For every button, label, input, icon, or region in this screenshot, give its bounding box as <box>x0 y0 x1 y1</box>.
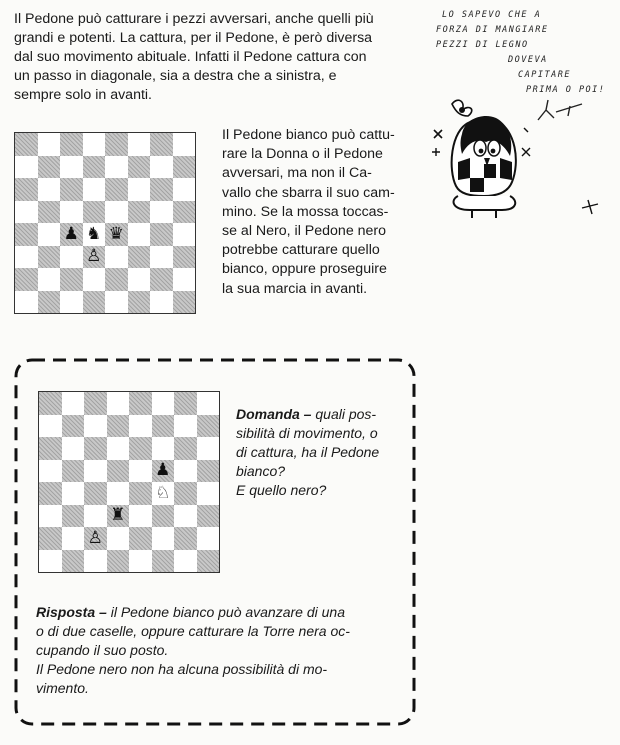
board-square-h5 <box>173 201 196 224</box>
board-square-h1 <box>197 550 220 573</box>
board-square-a5 <box>39 460 62 483</box>
comic-caption-line: PEZZI DI LEGNO <box>436 40 529 50</box>
board-square-e7 <box>129 415 152 438</box>
pawn-capture-explanation <box>222 126 422 299</box>
board-square-h3 <box>197 505 220 528</box>
board-square-g7 <box>150 156 173 179</box>
board-square-g2 <box>174 527 197 550</box>
board-square-b2 <box>62 527 85 550</box>
board-square-b4 <box>38 223 61 246</box>
board-square-e8 <box>105 133 128 156</box>
board-square-d1 <box>83 291 106 314</box>
comic-caption-line: LO SAPEVO CHE A <box>442 10 542 20</box>
quiz-question <box>236 405 416 500</box>
white-pawn-piece: ♙ <box>87 527 103 548</box>
board-square-c4 <box>60 223 83 246</box>
board-square-b3 <box>62 505 85 528</box>
white-knight-piece: ♘ <box>155 482 171 503</box>
board-square-c5 <box>84 460 107 483</box>
board-square-b8 <box>38 133 61 156</box>
board-square-g7 <box>174 415 197 438</box>
board-square-a2 <box>39 527 62 550</box>
comic-caption-line: FORZA DI MANGIARE <box>436 25 549 35</box>
board-square-d4 <box>83 223 106 246</box>
explanation-line: bianco, oppure proseguire <box>222 261 387 278</box>
board-square-e3 <box>105 246 128 269</box>
board-square-b3 <box>38 246 61 269</box>
board-square-a7 <box>15 156 38 179</box>
board-square-c1 <box>60 291 83 314</box>
board-square-b7 <box>62 415 85 438</box>
board-square-f8 <box>128 133 151 156</box>
board-square-d2 <box>107 527 130 550</box>
board-square-g1 <box>150 291 173 314</box>
board-square-a5 <box>15 201 38 224</box>
board-square-d7 <box>107 415 130 438</box>
board-square-f6 <box>128 178 151 201</box>
board-square-c8 <box>84 392 107 415</box>
board-square-e1 <box>105 291 128 314</box>
board-square-f1 <box>128 291 151 314</box>
board-square-e7 <box>105 156 128 179</box>
board-square-g1 <box>174 550 197 573</box>
board-square-h5 <box>197 460 220 483</box>
board-square-d1 <box>107 550 130 573</box>
board-square-d6 <box>107 437 130 460</box>
answer-line: Il Pedone nero non ha alcuna possibilità di mo- <box>36 661 328 677</box>
board-square-b6 <box>38 178 61 201</box>
board-square-c3 <box>60 246 83 269</box>
board-square-b6 <box>62 437 85 460</box>
board-square-b2 <box>38 268 61 291</box>
question-text: quali pos- <box>315 406 377 422</box>
intro-line: dal suo movimento abituale. Infatti il Pedone cattura con <box>14 49 367 65</box>
board-square-b4 <box>62 482 85 505</box>
answer-text: il Pedone bianco può avanzare di una <box>110 604 345 620</box>
board-square-g3 <box>174 505 197 528</box>
explanation-line: Il Pedone bianco può cattu- <box>222 127 395 143</box>
answer-line: o di due caselle, oppure catturare la Torre nera oc- <box>36 623 350 639</box>
board-square-a1 <box>15 291 38 314</box>
board-square-a8 <box>15 133 38 156</box>
board-square-f1 <box>152 550 175 573</box>
board-square-f5 <box>152 460 175 483</box>
board-square-c2 <box>84 527 107 550</box>
board-square-g6 <box>174 437 197 460</box>
board-square-f5 <box>128 201 151 224</box>
comic-caption-line: CAPITARE <box>518 70 571 80</box>
board-square-a6 <box>39 437 62 460</box>
question-line: E quello nero? <box>236 482 327 498</box>
board-square-g4 <box>174 482 197 505</box>
board-square-f4 <box>128 223 151 246</box>
board-square-d6 <box>83 178 106 201</box>
board-square-d2 <box>83 268 106 291</box>
board-square-h6 <box>173 178 196 201</box>
board-square-d8 <box>107 392 130 415</box>
board-square-e2 <box>105 268 128 291</box>
board-square-h2 <box>197 527 220 550</box>
answer-line: vimento. <box>36 680 89 696</box>
board-square-e6 <box>129 437 152 460</box>
intro-line: sempre solo in avanti. <box>14 87 153 103</box>
board-square-f7 <box>152 415 175 438</box>
black-rook-piece: ♜ <box>110 505 126 526</box>
board-square-a4 <box>39 482 62 505</box>
board-square-b1 <box>38 291 61 314</box>
question-line: bianco? <box>236 463 286 479</box>
board-square-c4 <box>84 482 107 505</box>
board-square-e8 <box>129 392 152 415</box>
board-square-f7 <box>128 156 151 179</box>
board-square-e1 <box>129 550 152 573</box>
question-line: di cattura, ha il Pedone <box>236 444 380 460</box>
board-square-c3 <box>84 505 107 528</box>
board-square-a3 <box>15 246 38 269</box>
board-square-e3 <box>129 505 152 528</box>
intro-line: un passo in diagonale, sia a destra che a sinistra, e <box>14 68 337 84</box>
board-square-e4 <box>129 482 152 505</box>
board-square-b1 <box>62 550 85 573</box>
board-square-c7 <box>60 156 83 179</box>
question-dash: – <box>299 406 316 422</box>
comic-caption-line: DOVEVA <box>508 55 548 65</box>
board-square-d3 <box>107 505 130 528</box>
board-square-g3 <box>150 246 173 269</box>
intro-line: grandi e potenti. La cattura, per il Pedone, è però diversa <box>14 30 373 46</box>
explanation-line: avversari, ma non il Ca- <box>222 165 372 182</box>
board-square-b5 <box>62 460 85 483</box>
chess-board-diagram-2 <box>38 391 220 573</box>
board-square-c5 <box>60 201 83 224</box>
board-square-h8 <box>197 392 220 415</box>
board-square-f2 <box>128 268 151 291</box>
explanation-line: se al Nero, il Pedone nero <box>222 223 387 240</box>
comic-caption-line: PRIMA O POI! <box>526 85 606 95</box>
black-pawn-piece: ♟ <box>155 460 171 481</box>
board-square-f6 <box>152 437 175 460</box>
board-square-e4 <box>105 223 128 246</box>
board-square-h3 <box>173 246 196 269</box>
board-square-h8 <box>173 133 196 156</box>
board-square-f3 <box>128 246 151 269</box>
board-square-a3 <box>39 505 62 528</box>
board-square-f3 <box>152 505 175 528</box>
board-square-g8 <box>174 392 197 415</box>
board-square-g8 <box>150 133 173 156</box>
board-square-a8 <box>39 392 62 415</box>
board-square-g6 <box>150 178 173 201</box>
answer-line: cupando il suo posto. <box>36 642 169 658</box>
black-pawn-piece: ♟ <box>63 223 79 244</box>
board-square-d5 <box>107 460 130 483</box>
answer-label: Risposta <box>36 604 96 620</box>
board-square-g2 <box>150 268 173 291</box>
board-square-g4 <box>150 223 173 246</box>
board-square-e2 <box>129 527 152 550</box>
question-line <box>236 405 416 424</box>
intro-line: Il Pedone può catturare i pezzi avversari, anche quelli più <box>14 11 374 27</box>
board-square-f8 <box>152 392 175 415</box>
answer-line <box>36 603 408 622</box>
board-square-h1 <box>173 291 196 314</box>
black-knight-piece: ♞ <box>86 223 102 244</box>
explanation-line: la sua marcia in avanti. <box>222 280 368 297</box>
board-square-d8 <box>83 133 106 156</box>
board-square-c6 <box>84 437 107 460</box>
board-square-g5 <box>150 201 173 224</box>
board-square-c1 <box>84 550 107 573</box>
board-square-a1 <box>39 550 62 573</box>
board-square-b7 <box>38 156 61 179</box>
board-square-d5 <box>83 201 106 224</box>
cartoon-pawn-illustration <box>430 82 610 232</box>
board-square-d7 <box>83 156 106 179</box>
board-square-b8 <box>62 392 85 415</box>
black-queen-piece: ♛ <box>108 223 124 244</box>
board-square-a6 <box>15 178 38 201</box>
board-square-c8 <box>60 133 83 156</box>
board-square-g5 <box>174 460 197 483</box>
answer-dash: – <box>95 604 111 620</box>
board-square-b5 <box>38 201 61 224</box>
explanation-line: vallo che sbarra il suo cam- <box>222 184 395 201</box>
board-square-h4 <box>173 223 196 246</box>
board-square-e6 <box>105 178 128 201</box>
explanation-line: mino. Se la mossa toccas- <box>222 203 389 220</box>
board-square-f2 <box>152 527 175 550</box>
explanation-line: rare la Donna o il Pedone <box>222 146 383 163</box>
quiz-answer <box>36 603 408 698</box>
board-square-a2 <box>15 268 38 291</box>
question-label: Domanda <box>236 406 300 422</box>
board-square-h4 <box>197 482 220 505</box>
explanation-line: potrebbe catturare quello <box>222 242 380 259</box>
board-square-f4 <box>152 482 175 505</box>
board-square-d4 <box>107 482 130 505</box>
board-square-d3 <box>83 246 106 269</box>
board-square-c6 <box>60 178 83 201</box>
board-square-e5 <box>105 201 128 224</box>
intro-paragraph <box>14 10 424 105</box>
board-square-h2 <box>173 268 196 291</box>
board-square-c2 <box>60 268 83 291</box>
board-square-h6 <box>197 437 220 460</box>
chess-board-diagram-1 <box>14 132 196 314</box>
board-square-a7 <box>39 415 62 438</box>
board-square-c7 <box>84 415 107 438</box>
board-square-h7 <box>197 415 220 438</box>
board-square-e5 <box>129 460 152 483</box>
board-square-a4 <box>15 223 38 246</box>
white-pawn-piece: ♙ <box>86 246 102 267</box>
question-line: sibilità di movimento, o <box>236 425 378 441</box>
board-square-h7 <box>173 156 196 179</box>
